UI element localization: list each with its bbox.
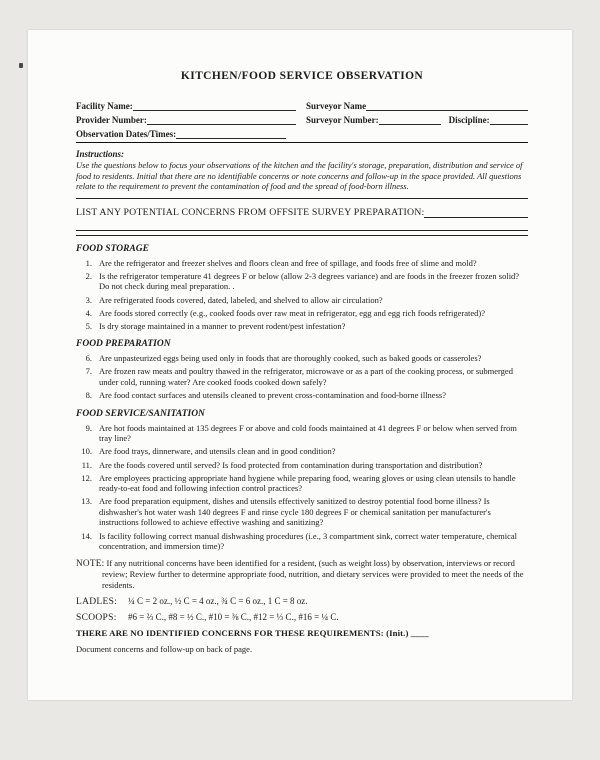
question-number: 10. xyxy=(81,446,92,457)
surveyor-name-label: Surveyor Name xyxy=(306,101,367,111)
question-item xyxy=(76,423,528,444)
question-number: 14. xyxy=(81,530,92,541)
question-text: Are the foods covered until served? Is food protected from contamination during transportation and distribution? xyxy=(99,459,483,470)
question-number: 13. xyxy=(81,496,92,507)
question-text: Are foods stored correctly (e.g., cooked foods over raw meat in refrigerator, egg and egg rich foods refrigerated)? xyxy=(99,307,486,318)
question-number: 12. xyxy=(81,472,92,483)
question-text: Is dry storage maintained in a manner to prevent rodent/pest infestation? xyxy=(99,320,346,331)
form-row-2 xyxy=(76,111,528,125)
instructions-label: Instructions: xyxy=(76,149,125,159)
offsite-concerns-blank xyxy=(424,207,528,218)
question-item xyxy=(76,496,528,528)
document-page xyxy=(28,30,572,700)
question-text: Are food preparation equipment, dishes and utensils effectively sanitized to destroy potential food borne illness? Is dishwasher's hot water wash 140 degrees F and rinse cycle 180 degrees F or chemical sanitation per manufacturer's instructions followed to achieve effective washing and sanitizing? xyxy=(99,496,491,528)
question-number: 8. xyxy=(85,390,92,401)
provider-number-blank xyxy=(147,114,296,125)
observation-dates-label: Observation Dates/Times: xyxy=(76,129,177,139)
question-item xyxy=(76,460,528,471)
question-item xyxy=(76,353,528,364)
question-text: Are frozen raw meats and poultry thawed in the refrigerator, microwave or as a part of the cooking process, or submerged under cold, running water? Are cooked foods cooked down safely? xyxy=(99,366,513,388)
facility-name-label: Facility Name: xyxy=(76,101,133,111)
provider-number-label: Provider Number: xyxy=(76,115,147,125)
question-text: Are unpasteurized eggs being used only in foods that are thoroughly cooked, such as baked goods or casseroles? xyxy=(99,353,482,364)
question-text: Is facility following correct manual dishwashing procedures (i.e., 3 compartment sink, correct water temperature, chemical concentration, and immersion time)? xyxy=(99,530,517,552)
discipline-label: Discipline: xyxy=(448,115,490,125)
question-item xyxy=(76,271,528,292)
question-number: 6. xyxy=(85,353,92,364)
question-text: Are hot foods maintained at 135 degrees F or above and cold foods maintained at 41 degrees F or below when served from tray line? xyxy=(99,422,517,444)
scoops-label: SCOOPS: xyxy=(76,612,117,623)
question-number: 7. xyxy=(85,366,92,377)
question-item xyxy=(76,258,528,269)
question-item xyxy=(76,295,528,306)
note-block xyxy=(76,558,528,591)
form-row-3 xyxy=(76,125,528,139)
section-heading-food-preparation: FOOD PREPARATION xyxy=(76,339,171,350)
question-item xyxy=(76,531,528,552)
header-divider xyxy=(76,142,528,143)
ladles-label: LADLES: xyxy=(76,596,118,607)
question-number: 1. xyxy=(85,257,92,268)
surveyor-number-blank xyxy=(379,114,441,125)
instructions-block xyxy=(76,149,528,192)
offsite-concerns-row xyxy=(76,207,528,218)
surveyor-name-blank xyxy=(366,100,528,111)
footer-note: Document concerns and follow-up on back of page. xyxy=(76,643,253,654)
question-text: Are refrigerated foods covered, dated, labeled, and shelved to allow air circulation? xyxy=(99,294,383,305)
offsite-concerns-label: LIST ANY POTENTIAL CONCERNS FROM OFFSITE SURVEY PREPARATION: xyxy=(76,206,425,218)
question-number: 11. xyxy=(81,459,92,470)
question-text: Is the refrigerator temperature 41 degrees F or below (allow 2-3 degrees variance) and are foods in the freezer frozen solid? Do not check during meal preparation. . xyxy=(99,270,520,292)
question-number: 5. xyxy=(85,320,92,331)
question-item xyxy=(76,446,528,457)
question-text: Are food trays, dinnerware, and utensils clean and in good condition? xyxy=(99,446,336,457)
question-number: 3. xyxy=(85,294,92,305)
question-number: 4. xyxy=(85,307,92,318)
ladles-row xyxy=(76,596,528,607)
observation-dates-blank xyxy=(176,128,286,139)
question-item xyxy=(76,366,528,387)
facility-name-blank xyxy=(133,100,296,111)
question-item xyxy=(76,308,528,319)
offsite-concerns-writein-line xyxy=(76,218,528,231)
instructions-text: Use the questions below to focus your observations of the kitchen and the facility's storage, preparation, distribution and service of food to residents. Initial that there are no identifiable concerns or note concerns and follow-up in the space provided. All questions relate to the requirement to prevent the contamination of food and the spread of food-born illness. xyxy=(76,160,523,192)
question-text: Are the refrigerator and freezer shelves and floors clean and free of spillage, and foods free of slime and mold? xyxy=(99,257,477,268)
section-heading-food-service-sanitation: FOOD SERVICE/SANITATION xyxy=(76,408,205,419)
question-item xyxy=(76,321,528,332)
discipline-blank xyxy=(490,114,528,125)
question-number: 9. xyxy=(85,422,92,433)
page-title: KITCHEN/FOOD SERVICE OBSERVATION xyxy=(180,70,424,82)
scan-artifact xyxy=(19,63,23,68)
section-heading-food-storage: FOOD STORAGE xyxy=(76,243,149,254)
instructions-divider xyxy=(76,198,528,199)
form-row-1 xyxy=(76,97,528,111)
surveyor-number-label: Surveyor Number: xyxy=(306,115,379,125)
question-number: 2. xyxy=(85,270,92,281)
question-item xyxy=(76,473,528,494)
offsite-divider xyxy=(76,235,528,236)
question-text: Are food contact surfaces and utensils cleaned to prevent cross-contamination and food-borne illness? xyxy=(99,390,446,401)
note-text: If any nutritional concerns have been identified for a resident, (such as weight loss) by observation, interviews or record review; Review further to determine appropriate food, nutrition, and dietary services were provided to meet the needs of the residents. xyxy=(102,557,524,590)
note-label: NOTE: xyxy=(76,558,105,569)
no-identified-concerns-line: THERE ARE NO IDENTIFIED CONCERNS FOR THESE REQUIREMENTS: (Init.) ____ xyxy=(76,627,429,638)
scoops-row xyxy=(76,612,528,623)
scoops-values: #6 = ⅔ C., #8 = ½ C., #10 = ⅜ C., #12 = ⅓ C., #16 = ¼ C. xyxy=(128,611,339,622)
question-item xyxy=(76,390,528,401)
question-text: Are employees practicing appropriate hand hygiene while preparing food, wearing gloves or using clean utensils to handle ready-to-eat food and following infection control practices? xyxy=(99,472,516,494)
ladles-values: ¼ C = 2 oz., ½ C = 4 oz., ¾ C = 6 oz., 1 C = 8 oz. xyxy=(128,595,308,606)
